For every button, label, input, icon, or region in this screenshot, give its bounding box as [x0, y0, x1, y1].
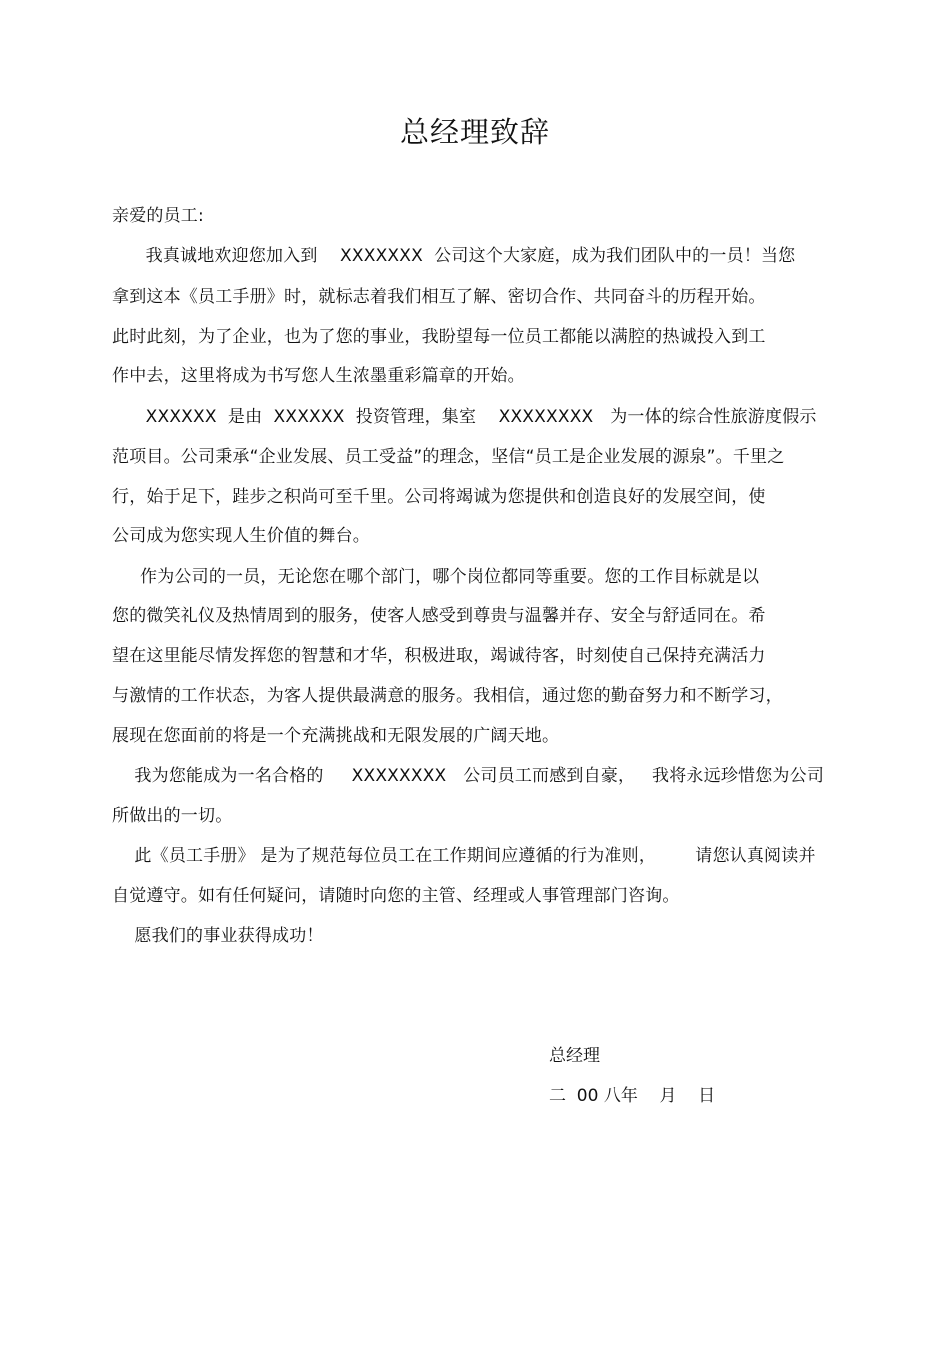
- paragraph-line: 望在这里能尽情发挥您的智慧和才华，积极进取，竭诚待客，时刻使自己保持充满活力: [112, 646, 766, 666]
- signature-date: 二 00 八年 月 日: [549, 1086, 716, 1106]
- paragraph-line: 拿到这本《员工手册》时，就标志着我们相互了解、密切合作、共同奋斗的历程开始。: [112, 287, 766, 307]
- document-title: 总经理致辞: [399, 115, 550, 149]
- paragraph-line: 我为您能成为一名合格的 XXXXXXXX 公司员工而感到自豪， 我将永远珍惜您为公司: [112, 766, 825, 786]
- paragraph-line: 自觉遵守。如有任何疑问，请随时向您的主管、经理或人事管理部门咨询。: [112, 886, 680, 906]
- paragraph-line: 作中去，这里将成为书写您人生浓墨重彩篇章的开始。: [112, 366, 525, 386]
- greeting-line: 亲爱的员工:: [112, 206, 204, 226]
- paragraph-line: 行，始于足下，跬步之积尚可至千里。公司将竭诚为您提供和创造良好的发展空间，使: [112, 487, 766, 507]
- paragraph-line: 范项目。公司秉承“企业发展、员工受益”的理念，坚信“员工是企业发展的源泉”。千里之: [112, 447, 785, 467]
- paragraph-line: 作为公司的一员，无论您在哪个部门，哪个岗位都同等重要。您的工作目标就是以: [112, 567, 760, 587]
- paragraph-line: 与激情的工作状态，为客人提供最满意的服务。我相信，通过您的勤奋努力和不断学习，: [112, 686, 783, 706]
- paragraph-line: 您的微笑礼仪及热情周到的服务，使客人感受到尊贵与温馨并存、安全与舒适同在。希: [112, 606, 766, 626]
- closing-line: 愿我们的事业获得成功！: [112, 926, 324, 946]
- paragraph-line: 展现在您面前的将是一个充满挑战和无限发展的广阔天地。: [112, 726, 560, 746]
- signature-title: 总经理: [549, 1046, 600, 1066]
- paragraph-line: 此《员工手册》 是为了规范每位员工在工作期间应遵循的行为准则， 请您认真阅读并: [112, 846, 816, 866]
- paragraph-line: 我真诚地欢迎您加入到 XXXXXXX 公司这个大家庭，成为我们团队中的一员！当您: [112, 246, 796, 266]
- paragraph-line: 公司成为您实现人生价值的舞台。: [112, 526, 370, 546]
- paragraph-line: 所做出的一切。: [112, 806, 233, 826]
- paragraph-line: XXXXXX 是由 XXXXXX 投资管理，集室 XXXXXXXX 为一体的综合性旅游度假示: [112, 407, 817, 427]
- paragraph-line: 此时此刻，为了企业，也为了您的事业，我盼望每一位员工都能以满腔的热诚投入到工: [112, 327, 766, 347]
